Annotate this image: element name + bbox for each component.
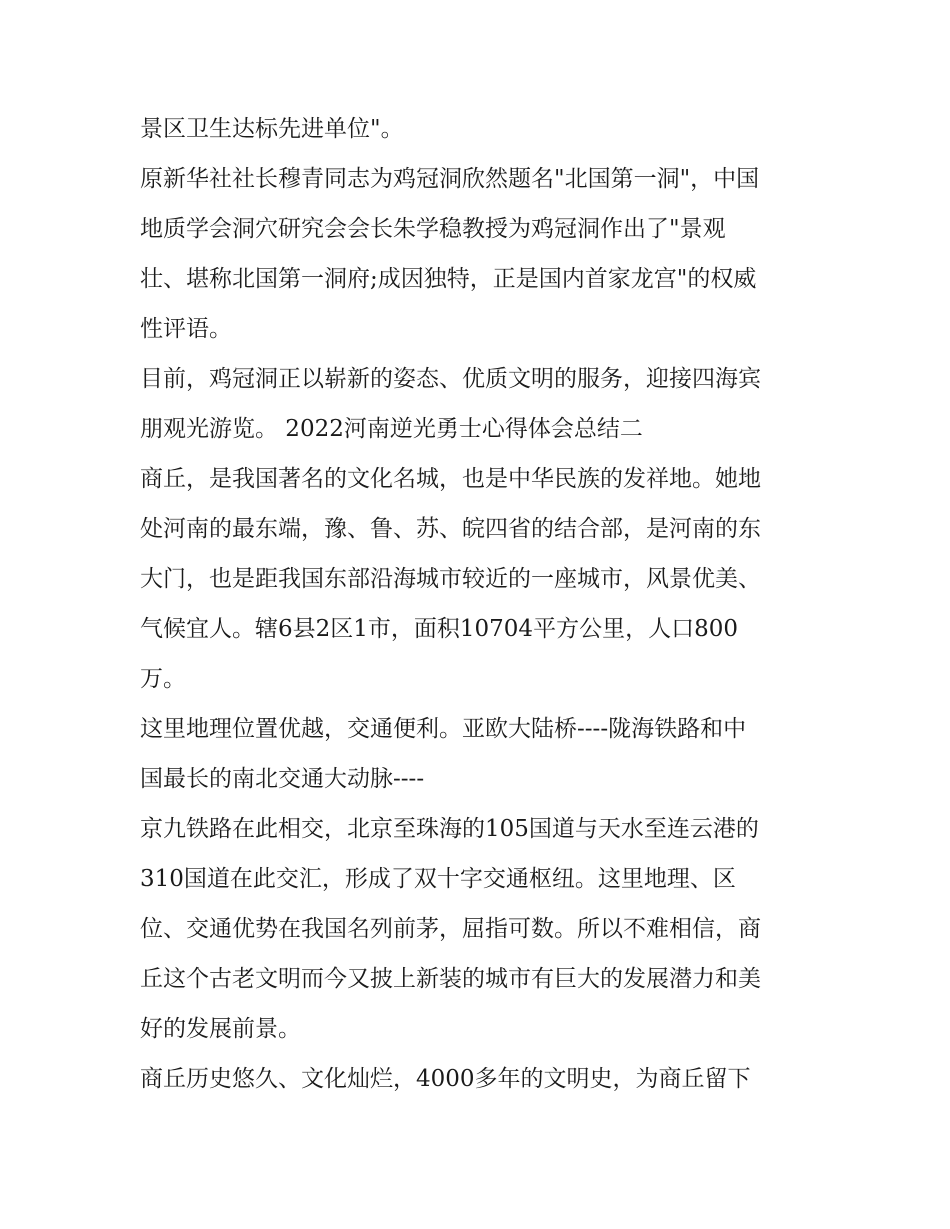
text-line: 商丘历史悠久、文化灿烂，4000多年的文明史，为商丘留下 [140, 1066, 751, 1092]
text-line: 丘这个古老文明而今又披上新装的城市有巨大的发展潜力和美 [140, 966, 761, 992]
text-line: 万。 [140, 666, 186, 692]
document-body [140, 104, 820, 1104]
text-line: 位、交通优势在我国名列前茅，屈指可数。所以不难相信，商 [140, 916, 761, 942]
text-line: 310国道在此交汇，形成了双十字交通枢纽。这里地理、区 [140, 866, 736, 892]
text-line: 大门，也是距我国东部沿海城市较近的一座城市，风景优美、 [140, 566, 761, 592]
text-line: 国最长的南北交通大动脉---- [140, 766, 425, 792]
text-line: 地质学会洞穴研究会会长朱学稳教授为鸡冠洞作出了"景观 [140, 216, 726, 242]
text-line: 壮、堪称北国第一洞府;成因独特，正是国内首家龙宫"的权威 [140, 266, 757, 292]
text-line: 性评语。 [140, 316, 232, 342]
text-line: 目前，鸡冠洞正以崭新的姿态、优质文明的服务，迎接四海宾 [140, 366, 761, 392]
text-line: 原新华社社长穆青同志为鸡冠洞欣然题名"北国第一洞"，中国 [140, 166, 760, 192]
text-line: 这里地理位置优越，交通便利。亚欧大陆桥----陇海铁路和中 [140, 716, 747, 742]
text-line: 京九铁路在此相交，北京至珠海的105国道与天水至连云港的 [140, 816, 759, 842]
text-line: 朋观光游览。 2022河南逆光勇士心得体会总结二 [140, 416, 643, 442]
text-line: 气候宜人。辖6县2区1市，面积10704平方公里，人口800 [140, 616, 738, 642]
text-line: 景区卫生达标先进单位"。 [140, 116, 404, 142]
text-line: 好的发展前景。 [140, 1016, 301, 1042]
text-line: 处河南的最东端，豫、鲁、苏、皖四省的结合部，是河南的东 [140, 516, 761, 542]
text-line: 商丘，是我国著名的文化名城，也是中华民族的发祥地。她地 [140, 466, 761, 492]
